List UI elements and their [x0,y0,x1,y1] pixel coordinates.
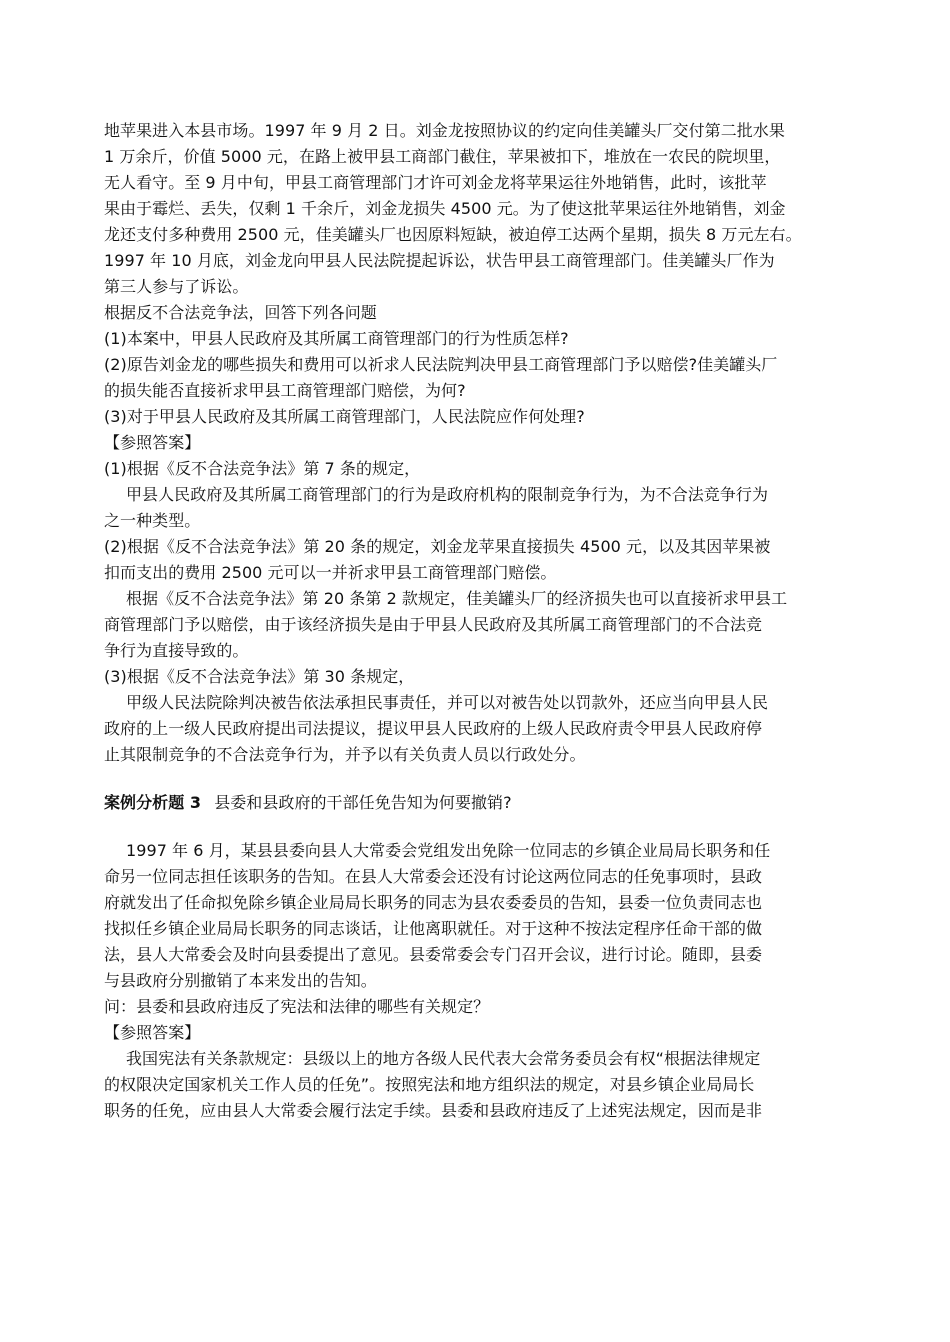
paragraph-line: 龙还支付多种费用 2500 元，佳美罐头厂也因原料短缺，被迫停工达两个星期，损失 8 万元左右。 [104,225,802,244]
answer-line: 止其限制竞争的不合法竞争行为，并予以有关负责人员以行政处分。 [104,745,586,764]
answer-line: 争行为直接导致的。 [104,641,249,660]
question-line: (2)原告刘金龙的哪些损失和费用可以祈求人民法院判决甲县工商管理部门予以赔偿?佳美罐头厂 [104,355,778,374]
paragraph-line: 府就发出了任命拟免除乡镇企业局局长职务的同志为县农委委员的告知，县委一位负责同志也 [104,893,763,912]
case3-answers [104,1046,880,1124]
answer-line: 商管理部门予以赔偿，由于该经济损失是由于甲县人民政府及其所属工商管理部门的不合法竞 [104,615,763,634]
answer-line: 职务的任免，应由县人大常委会履行法定手续。县委和县政府违反了上述宪法规定，因而是非 [104,1101,763,1120]
answer-line: 我国宪法有关条款规定：县级以上的地方各级人民代表大会常务委员会有权“根据法律规定 [126,1049,761,1068]
case2-prompt: 根据反不合法竞争法，回答下列各问题 [104,303,377,322]
paragraph-line: 1 万余斤，价值 5000 元，在路上被甲县工商部门截住，苹果被扣下，堆放在一农民的院坝里， [104,147,781,166]
paragraph-line: 果由于霉烂、丢失，仅剩 1 千余斤，刘金龙损失 4500 元。为了使这批苹果运往外地销售，刘金 [104,199,786,218]
question-line: (3)对于甲县人民政府及其所属工商管理部门，人民法院应作何处理? [104,407,585,426]
paragraph-line: 命另一位同志担任该职务的告知。在县人大常委会还没有讨论这两位同志的任免事项时，县政 [104,867,763,886]
case2-narrative [104,118,880,300]
answer-line: 之一种类型。 [104,511,201,530]
case3-answer-header: 【参照答案】 [104,1023,201,1042]
answer-line: 根据《反不合法竞争法》第 20 条第 2 款规定，佳美罐头厂的经济损失也可以直接祈求甲县工 [126,589,788,608]
paragraph-line: 1997 年 6 月，某县县委向县人大常委会党组发出免除一位同志的乡镇企业局局长职务和任 [126,841,771,860]
paragraph-line: 法，县人大常委会及时向县委提出了意见。县委常委会专门召开会议，进行讨论。随即，县委 [104,945,763,964]
question-line: (1)本案中，甲县人民政府及其所属工商管理部门的行为性质怎样? [104,329,569,348]
answer-line: 政府的上一级人民政府提出司法提议，提议甲县人民政府的上级人民政府责令甲县人民政府停 [104,719,763,738]
answer-line: (2)根据《反不合法竞争法》第 20 条的规定，刘金龙苹果直接损失 4500 元，以及其因苹果被 [104,537,771,556]
paragraph-line: 找拟任乡镇企业局局长职务的同志谈话，让他离职就任。对于这种不按法定程序任命干部的做 [104,919,763,938]
case3-heading-label: 案例分析题 3 [104,793,202,812]
paragraph-line: 无人看守。至 9 月中旬，甲县工商管理部门才许可刘金龙将苹果运往外地销售，此时，该批苹 [104,173,767,192]
paragraph-line: 与县政府分别撤销了本来发出的告知。 [104,971,377,990]
answer-line: 甲县人民政府及其所属工商管理部门的行为是政府机构的限制竞争行为，为不合法竞争行为 [126,485,769,504]
paragraph-line: 第三人参与了诉讼。 [104,277,249,296]
paragraph-line: 1997 年 10 月底，刘金龙向甲县人民法院提起诉讼，状告甲县工商管理部门。佳美罐头厂作为 [104,251,775,270]
paragraph-line: 地苹果进入本县市场。1997 年 9 月 2 日。刘金龙按照协议的约定向佳美罐头厂交付第二批水果 [104,121,785,140]
answer-line: (3)根据《反不合法竞争法》第 30 条规定， [104,667,415,686]
question-line: 的损失能否直接祈求甲县工商管理部门赔偿，为何? [104,381,466,400]
case2-answers [104,456,880,768]
case3-heading [104,790,880,816]
answer-line: 扣而支出的费用 2500 元可以一并祈求甲县工商管理部门赔偿。 [104,563,557,582]
case3-question: 问：县委和县政府违反了宪法和法律的哪些有关规定？ [104,997,490,1016]
case3-narrative [104,838,880,994]
case2-questions [104,326,880,430]
case2-answer-header: 【参照答案】 [104,433,201,452]
case3-heading-title: 县委和县政府的干部任免告知为何要撤销? [214,793,512,812]
answer-line: (1)根据《反不合法竞争法》第 7 条的规定， [104,459,421,478]
answer-line: 甲级人民法院除判决被告依法承担民事责任，并可以对被告处以罚款外，还应当向甲县人民 [126,693,769,712]
answer-line: 的权限决定国家机关工作人员的任免”。按照宪法和地方组织法的规定，对县乡镇企业局局长 [104,1075,755,1094]
